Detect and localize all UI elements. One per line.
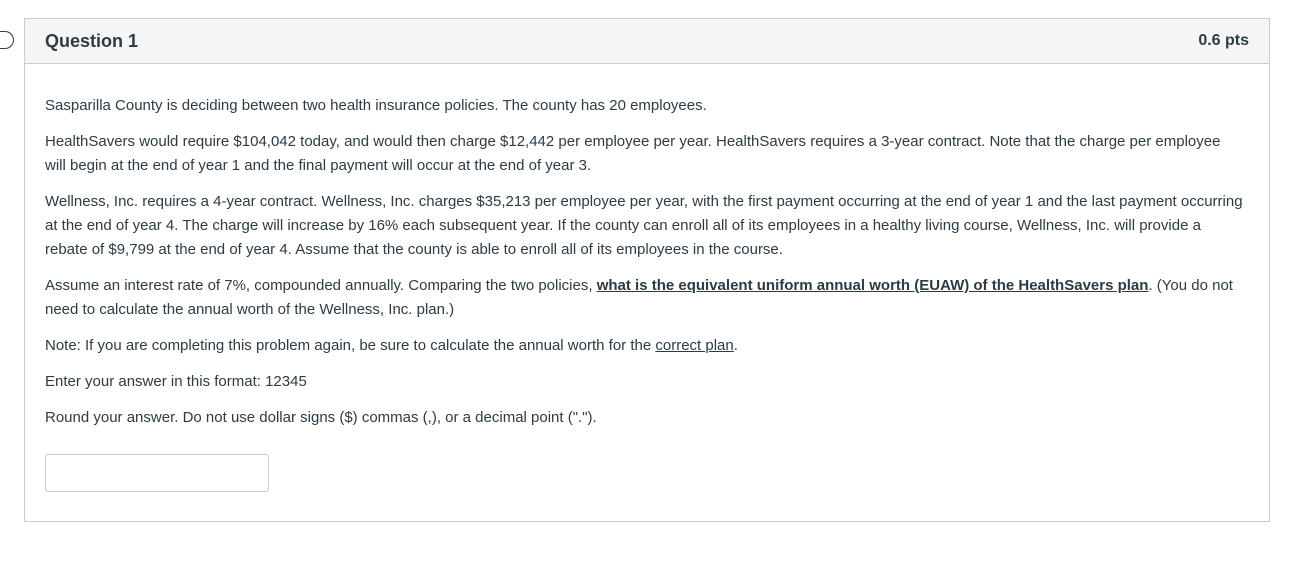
flag-question-icon[interactable]: [0, 31, 14, 49]
question-text-intro: Sasparilla County is deciding between two health insurance policies. The county has 20 employees.: [45, 97, 707, 114]
question-title: Question 1: [45, 30, 139, 51]
note-text-lead: Note: If you are completing this problem again, be sure to calculate the annual worth for the: [45, 337, 656, 354]
answer-input[interactable]: [45, 454, 269, 492]
question-text-prompt: [45, 274, 1245, 322]
question-text-wellness: Wellness, Inc. requires a 4-year contract. Wellness, Inc. charges $35,213 per employee per year, with the first payment occurring at the end of year 1 and the last payment occurring at the end of year 4. The charge will increase by 16% each subsequent year. If the county can enroll all of its employees in a healthy living course, Wellness, Inc. will provide a rebate of $9,799 at the end of year 4. Assume that the county is able to enroll all of its employees in the course.: [45, 193, 1243, 258]
prompt-text-emphasis: what is the equivalent uniform annual worth (EUAW) of the HealthSavers plan: [596, 277, 1149, 294]
prompt-text-tail: . (You do not need to calculate the annual worth of the Wellness, Inc. plan.): [45, 277, 1233, 318]
note-text-emphasis: correct plan: [655, 337, 734, 354]
question-header: [25, 19, 1269, 64]
question-text-healthsavers: HealthSavers would require $104,042 today, and would then charge $12,442 per employee per year. HealthSavers requires a 3-year contract. Note that the charge per employee will begin at the end of year 1 and the final payment will occur at the end of year 3.: [45, 133, 1221, 174]
note-text-tail: .: [733, 337, 738, 354]
question-text-format: Enter your answer in this format: 12345: [45, 373, 307, 390]
question-points: 0.6 pts: [1198, 32, 1249, 49]
question-text-rounding: Round your answer. Do not use dollar signs ($) commas (,), or a decimal point (".").: [45, 409, 597, 426]
prompt-text-lead: Assume an interest rate of 7%, compounded annually. Comparing the two policies,: [45, 277, 597, 294]
question-text-note: [45, 334, 1245, 358]
question-card: [24, 18, 1270, 522]
